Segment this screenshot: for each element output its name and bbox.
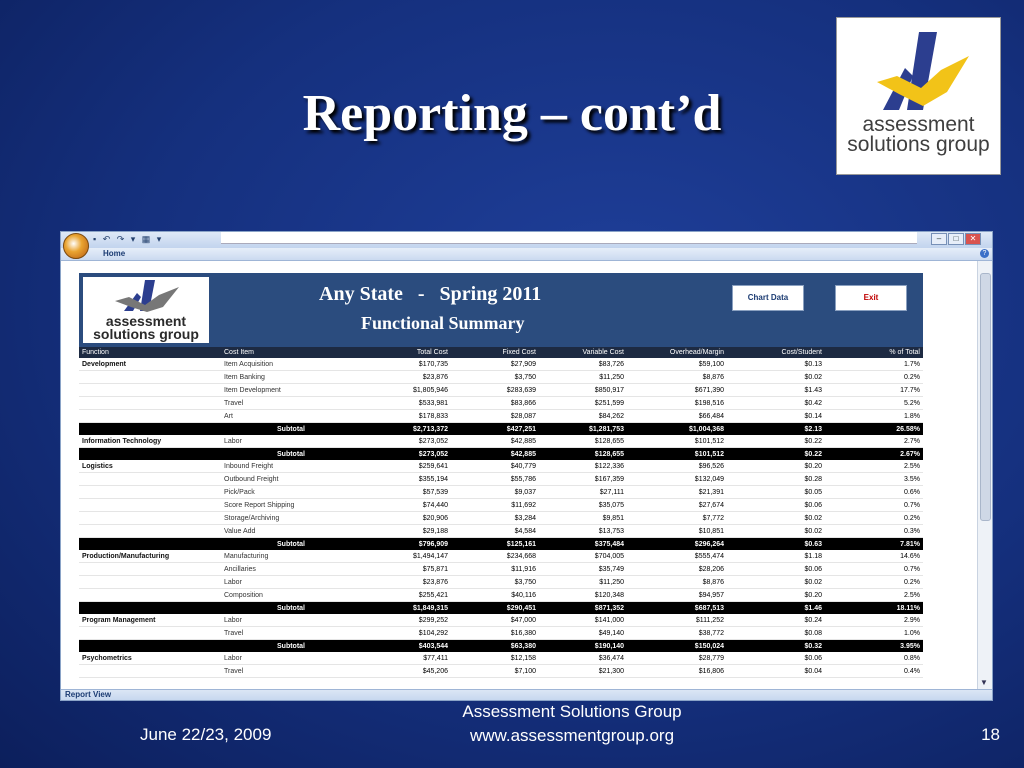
value-cell: $355,194 [361, 473, 451, 486]
value-cell: 0.8% [825, 652, 923, 665]
value-cell: $28,779 [627, 652, 727, 665]
value-cell: $40,779 [451, 460, 539, 473]
value-cell: $0.63 [727, 538, 825, 551]
value-cell: $38,772 [627, 627, 727, 640]
table-row [79, 652, 923, 665]
value-cell: $0.20 [727, 460, 825, 473]
function-cell: Program Management [79, 614, 221, 627]
quick-access-toolbar[interactable]: ▪ ↶ ↷ ▾ ▦ ▾ [93, 234, 164, 244]
function-cell [79, 448, 221, 461]
value-cell: $29,188 [361, 525, 451, 538]
report-area [61, 261, 977, 689]
function-cell [79, 602, 221, 615]
value-cell: $0.02 [727, 525, 825, 538]
function-cell [79, 384, 221, 397]
col-header: % of Total [825, 347, 923, 358]
function-cell: Information Technology [79, 435, 221, 448]
title-area [221, 232, 917, 244]
value-cell: 0.2% [825, 371, 923, 384]
value-cell: $0.02 [727, 576, 825, 589]
status-text: Report View [65, 690, 112, 699]
value-cell: $83,866 [451, 397, 539, 410]
value-cell: 26.58% [825, 423, 923, 436]
value-cell: $4,584 [451, 525, 539, 538]
cost-item-cell: Travel [221, 665, 361, 678]
function-cell [79, 627, 221, 640]
value-cell: $1,004,368 [627, 423, 727, 436]
value-cell: $8,876 [627, 576, 727, 589]
function-cell [79, 665, 221, 678]
table-row [79, 576, 923, 589]
col-header: Total Cost [361, 347, 451, 358]
function-cell [79, 410, 221, 423]
value-cell: $871,352 [539, 602, 627, 615]
value-cell: $0.06 [727, 499, 825, 512]
value-cell: $125,161 [451, 538, 539, 551]
value-cell: $57,539 [361, 486, 451, 499]
value-cell: $0.14 [727, 410, 825, 423]
cost-item-cell: Manufacturing [221, 550, 361, 563]
value-cell: $3,284 [451, 512, 539, 525]
value-cell: $255,421 [361, 589, 451, 602]
table-row [79, 473, 923, 486]
value-cell: 0.2% [825, 512, 923, 525]
page-number: 18 [981, 725, 1000, 744]
table-row [79, 563, 923, 576]
value-cell: 2.7% [825, 435, 923, 448]
subtotal-row [79, 602, 923, 615]
ribbon [61, 248, 992, 261]
value-cell: $1.46 [727, 602, 825, 615]
cost-item-cell: Storage/Archiving [221, 512, 361, 525]
value-cell: $198,516 [627, 397, 727, 410]
value-cell: $59,100 [627, 358, 727, 371]
value-cell: $283,639 [451, 384, 539, 397]
value-cell: $403,544 [361, 640, 451, 653]
value-cell: $704,005 [539, 550, 627, 563]
close-icon[interactable]: ✕ [965, 233, 981, 245]
function-cell [79, 499, 221, 512]
value-cell: $104,292 [361, 627, 451, 640]
cost-item-cell: Item Acquisition [221, 358, 361, 371]
function-cell: Logistics [79, 460, 221, 473]
value-cell: $1,281,753 [539, 423, 627, 436]
table-row [79, 499, 923, 512]
value-cell: $0.02 [727, 371, 825, 384]
value-cell: $2,713,372 [361, 423, 451, 436]
value-cell: $66,484 [627, 410, 727, 423]
footer-company: Assessment Solutions Group [462, 702, 682, 721]
value-cell: $120,348 [539, 589, 627, 602]
value-cell: $94,957 [627, 589, 727, 602]
value-cell: $12,158 [451, 652, 539, 665]
cost-item-cell: Labor [221, 576, 361, 589]
value-cell: $375,484 [539, 538, 627, 551]
vertical-scrollbar[interactable] [977, 261, 992, 689]
subtotal-row [79, 448, 923, 461]
cost-item-cell: Subtotal [221, 538, 361, 551]
value-cell: $0.08 [727, 627, 825, 640]
value-cell: $533,981 [361, 397, 451, 410]
value-cell: $23,876 [361, 371, 451, 384]
function-cell [79, 576, 221, 589]
value-cell: $259,641 [361, 460, 451, 473]
table-row [79, 627, 923, 640]
app-window [60, 231, 993, 701]
value-cell: $55,786 [451, 473, 539, 486]
value-cell: $9,037 [451, 486, 539, 499]
cost-item-cell: Item Banking [221, 371, 361, 384]
cost-item-cell: Composition [221, 589, 361, 602]
cost-item-cell: Travel [221, 397, 361, 410]
value-cell: $2.13 [727, 423, 825, 436]
value-cell: $8,876 [627, 371, 727, 384]
table-row [79, 512, 923, 525]
cost-item-cell: Pick/Pack [221, 486, 361, 499]
report-logo-a-icon [83, 277, 209, 317]
maximize-icon[interactable]: □ [948, 233, 964, 245]
col-header: Overhead/Margin [627, 347, 727, 358]
function-cell [79, 397, 221, 410]
cost-item-cell: Inbound Freight [221, 460, 361, 473]
value-cell: $96,526 [627, 460, 727, 473]
tab-home[interactable]: Home [103, 249, 126, 258]
cost-item-cell: Labor [221, 614, 361, 627]
value-cell: $0.02 [727, 512, 825, 525]
value-cell: $9,851 [539, 512, 627, 525]
company-logo [836, 17, 1001, 175]
report-logo [83, 277, 209, 343]
function-cell [79, 563, 221, 576]
function-cell [79, 640, 221, 653]
value-cell: $28,206 [627, 563, 727, 576]
value-cell: $234,668 [451, 550, 539, 563]
table-row [79, 384, 923, 397]
value-cell: 7.81% [825, 538, 923, 551]
value-cell: $16,380 [451, 627, 539, 640]
logo-text-line2: solutions group [847, 133, 990, 156]
value-cell: $555,474 [627, 550, 727, 563]
cost-item-cell: Subtotal [221, 423, 361, 436]
value-cell: $7,772 [627, 512, 727, 525]
value-cell: $101,512 [627, 435, 727, 448]
col-header: Variable Cost [539, 347, 627, 358]
value-cell: $27,674 [627, 499, 727, 512]
function-cell [79, 589, 221, 602]
value-cell: 14.6% [825, 550, 923, 563]
cost-item-cell: Labor [221, 652, 361, 665]
value-cell: $290,451 [451, 602, 539, 615]
value-cell: $63,380 [451, 640, 539, 653]
value-cell: 0.4% [825, 665, 923, 678]
value-cell: $0.13 [727, 358, 825, 371]
value-cell: $27,111 [539, 486, 627, 499]
value-cell: $1,849,315 [361, 602, 451, 615]
value-cell: $11,250 [539, 576, 627, 589]
help-icon[interactable]: ? [980, 249, 989, 258]
value-cell: 0.2% [825, 576, 923, 589]
value-cell: $75,871 [361, 563, 451, 576]
minimize-icon[interactable]: – [931, 233, 947, 245]
value-cell: $74,440 [361, 499, 451, 512]
value-cell: $10,851 [627, 525, 727, 538]
title-bar [61, 232, 992, 248]
value-cell: $47,000 [451, 614, 539, 627]
table-row [79, 358, 923, 371]
value-cell: 0.6% [825, 486, 923, 499]
value-cell: 1.0% [825, 627, 923, 640]
cost-item-cell: Item Development [221, 384, 361, 397]
value-cell: $101,512 [627, 448, 727, 461]
value-cell: $132,049 [627, 473, 727, 486]
cost-item-cell: Travel [221, 627, 361, 640]
value-cell: $0.06 [727, 563, 825, 576]
value-cell: 0.3% [825, 525, 923, 538]
value-cell: $687,513 [627, 602, 727, 615]
col-header: Function [79, 347, 221, 358]
value-cell: $0.32 [727, 640, 825, 653]
value-cell: $273,052 [361, 448, 451, 461]
value-cell: $21,391 [627, 486, 727, 499]
value-cell: $84,262 [539, 410, 627, 423]
value-cell: $11,692 [451, 499, 539, 512]
value-cell: $49,140 [539, 627, 627, 640]
table-row [79, 589, 923, 602]
value-cell: $1,494,147 [361, 550, 451, 563]
value-cell: $21,300 [539, 665, 627, 678]
value-cell: $40,116 [451, 589, 539, 602]
table-row [79, 525, 923, 538]
col-header: Cost Item [221, 347, 361, 358]
report-logo-line1: assessment [105, 313, 187, 329]
value-cell: 2.5% [825, 460, 923, 473]
value-cell: $35,075 [539, 499, 627, 512]
function-cell [79, 486, 221, 499]
value-cell: 18.11% [825, 602, 923, 615]
value-cell: 1.8% [825, 410, 923, 423]
value-cell: $170,735 [361, 358, 451, 371]
function-cell [79, 512, 221, 525]
value-cell: 17.7% [825, 384, 923, 397]
function-cell [79, 423, 221, 436]
value-cell: $20,906 [361, 512, 451, 525]
table-row [79, 435, 923, 448]
subtotal-row [79, 538, 923, 551]
value-cell: 3.95% [825, 640, 923, 653]
function-cell [79, 371, 221, 384]
report-subtitle: Functional Summary [361, 313, 525, 333]
value-cell: 1.7% [825, 358, 923, 371]
slide-title: Reporting – cont’d [302, 85, 722, 142]
value-cell: 2.9% [825, 614, 923, 627]
value-cell: 2.5% [825, 589, 923, 602]
value-cell: 0.7% [825, 499, 923, 512]
value-cell: $178,833 [361, 410, 451, 423]
value-cell: $0.28 [727, 473, 825, 486]
value-cell: $167,359 [539, 473, 627, 486]
value-cell: $427,251 [451, 423, 539, 436]
table-header-row [79, 347, 923, 358]
subtotal-row [79, 640, 923, 653]
value-cell: $273,052 [361, 435, 451, 448]
value-cell: $150,024 [627, 640, 727, 653]
value-cell: $128,655 [539, 435, 627, 448]
function-cell: Development [79, 358, 221, 371]
report-state-title: Any State - Spring 2011 [319, 283, 542, 305]
value-cell: $35,749 [539, 563, 627, 576]
value-cell: $111,252 [627, 614, 727, 627]
value-cell: $3,750 [451, 576, 539, 589]
report-logo-line2: solutions group [93, 326, 199, 342]
value-cell: $0.20 [727, 589, 825, 602]
value-cell: $122,336 [539, 460, 627, 473]
value-cell: $671,390 [627, 384, 727, 397]
chart-data-button[interactable]: Chart Data [732, 285, 804, 311]
scroll-down-arrow-icon[interactable]: ▼ [980, 678, 988, 687]
value-cell: $1,805,946 [361, 384, 451, 397]
value-cell: $42,885 [451, 435, 539, 448]
footer-date: June 22/23, 2009 [140, 725, 272, 744]
value-cell: $299,252 [361, 614, 451, 627]
value-cell: $0.24 [727, 614, 825, 627]
value-cell: $7,100 [451, 665, 539, 678]
value-cell: 5.2% [825, 397, 923, 410]
cost-item-cell: Value Add [221, 525, 361, 538]
cost-item-cell: Score Report Shipping [221, 499, 361, 512]
report-header [79, 273, 923, 347]
value-cell: $796,909 [361, 538, 451, 551]
table-row [79, 371, 923, 384]
value-cell: $13,753 [539, 525, 627, 538]
value-cell: $11,250 [539, 371, 627, 384]
value-cell: $0.22 [727, 435, 825, 448]
value-cell: 3.5% [825, 473, 923, 486]
value-cell: $1.18 [727, 550, 825, 563]
value-cell: $1.43 [727, 384, 825, 397]
status-bar [61, 689, 992, 701]
value-cell: 2.67% [825, 448, 923, 461]
functional-summary-table [79, 347, 923, 678]
function-cell [79, 525, 221, 538]
value-cell: $251,599 [539, 397, 627, 410]
cost-item-cell: Outbound Freight [221, 473, 361, 486]
table-row [79, 397, 923, 410]
value-cell: $11,916 [451, 563, 539, 576]
table-row [79, 665, 923, 678]
table-row [79, 460, 923, 473]
value-cell: 0.7% [825, 563, 923, 576]
value-cell: $0.22 [727, 448, 825, 461]
cost-item-cell: Subtotal [221, 448, 361, 461]
function-cell [79, 538, 221, 551]
cost-item-cell: Subtotal [221, 640, 361, 653]
value-cell: $23,876 [361, 576, 451, 589]
subtotal-row [79, 423, 923, 436]
value-cell: $45,206 [361, 665, 451, 678]
office-button-icon[interactable] [63, 233, 89, 259]
function-cell: Production/Manufacturing [79, 550, 221, 563]
value-cell: $3,750 [451, 371, 539, 384]
function-cell [79, 473, 221, 486]
value-cell: $77,411 [361, 652, 451, 665]
value-cell: $0.04 [727, 665, 825, 678]
value-cell: $190,140 [539, 640, 627, 653]
value-cell: $0.06 [727, 652, 825, 665]
exit-button[interactable]: Exit [835, 285, 907, 311]
table-row [79, 486, 923, 499]
cost-item-cell: Labor [221, 435, 361, 448]
value-cell: $36,474 [539, 652, 627, 665]
table-row [79, 550, 923, 563]
scroll-thumb[interactable] [980, 273, 991, 521]
logo-text-line1: assessment [862, 113, 975, 136]
value-cell: $850,917 [539, 384, 627, 397]
value-cell: $16,806 [627, 665, 727, 678]
col-header: Cost/Student [727, 347, 825, 358]
value-cell: $42,885 [451, 448, 539, 461]
footer-url: www.assessmentgroup.org [469, 726, 675, 745]
table-body [79, 358, 923, 678]
value-cell: $27,909 [451, 358, 539, 371]
value-cell: $28,087 [451, 410, 539, 423]
cost-item-cell: Art [221, 410, 361, 423]
cost-item-cell: Ancillaries [221, 563, 361, 576]
col-header: Fixed Cost [451, 347, 539, 358]
table-row [79, 614, 923, 627]
value-cell: $0.05 [727, 486, 825, 499]
value-cell: $0.42 [727, 397, 825, 410]
value-cell: $141,000 [539, 614, 627, 627]
table-row [79, 410, 923, 423]
function-cell: Psychometrics [79, 652, 221, 665]
value-cell: $83,726 [539, 358, 627, 371]
value-cell: $296,264 [627, 538, 727, 551]
value-cell: $128,655 [539, 448, 627, 461]
cost-item-cell: Subtotal [221, 602, 361, 615]
